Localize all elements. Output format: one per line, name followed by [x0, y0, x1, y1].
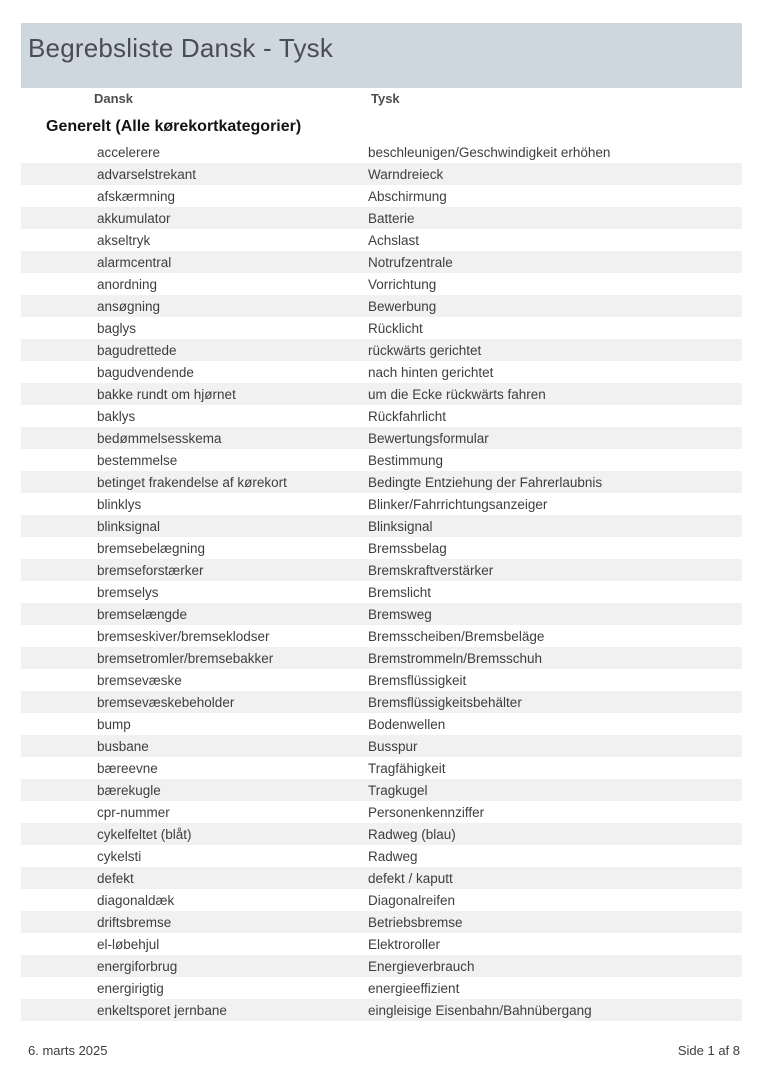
dansk-cell: blinksignal [97, 518, 161, 534]
table-row [21, 757, 742, 779]
table-row [21, 163, 742, 185]
tysk-cell: energieeffizient [368, 980, 460, 996]
table-row [21, 537, 742, 559]
tysk-cell: Tragkugel [368, 782, 428, 798]
dansk-cell: bremsevæskebeholder [97, 694, 235, 710]
tysk-cell: Warndreieck [368, 166, 444, 182]
tysk-cell: um die Ecke rückwärts fahren [368, 386, 546, 402]
tysk-cell: Bodenwellen [368, 716, 446, 732]
dansk-cell: energiforbrug [97, 958, 178, 974]
table-row [21, 779, 742, 801]
dansk-cell: bremseforstærker [97, 562, 204, 578]
table-row [21, 515, 742, 537]
tysk-cell: Busspur [368, 738, 418, 754]
tysk-cell: defekt / kaputt [368, 870, 453, 886]
tysk-cell: Radweg (blau) [368, 826, 456, 842]
dansk-cell: bremsevæske [97, 672, 182, 688]
tysk-cell: Bremslicht [368, 584, 432, 600]
dansk-cell: bedømmelsesskema [97, 430, 222, 446]
footer-date: 6. marts 2025 [28, 1043, 108, 1058]
dansk-cell: cykelsti [97, 848, 142, 864]
table-row [21, 823, 742, 845]
dansk-cell: bremsebelægning [97, 540, 206, 556]
table-row [21, 603, 742, 625]
table-row [21, 273, 742, 295]
dansk-cell: alarmcentral [97, 254, 172, 270]
tysk-cell: Abschirmung [368, 188, 447, 204]
table-row [21, 383, 742, 405]
dansk-cell: bestemmelse [97, 452, 178, 468]
dansk-cell: bremselængde [97, 606, 188, 622]
glossary-table [21, 141, 742, 1021]
footer-page-indicator: Side 1 af 8 [677, 1043, 740, 1058]
table-row [21, 625, 742, 647]
dansk-cell: el-løbehjul [97, 936, 160, 952]
table-row [21, 647, 742, 669]
tysk-cell: Rücklicht [368, 320, 423, 336]
column-headers [0, 91, 768, 107]
dansk-cell: bremseskiver/bremseklodser [97, 628, 270, 644]
dansk-cell: bump [97, 716, 131, 732]
dansk-cell: cykelfeltet (blåt) [97, 826, 192, 842]
tysk-cell: rückwärts gerichtet [368, 342, 482, 358]
tysk-cell: Energieverbrauch [368, 958, 475, 974]
table-row [21, 207, 742, 229]
dansk-cell: energirigtig [97, 980, 164, 996]
dansk-cell: cpr-nummer [97, 804, 170, 820]
tysk-cell: Bremsweg [368, 606, 432, 622]
tysk-cell: Achslast [368, 232, 420, 248]
dansk-cell: enkeltsporet jernbane [97, 1002, 227, 1018]
table-row [21, 339, 742, 361]
page-footer [28, 1043, 740, 1058]
tysk-cell: Bewertungsformular [368, 430, 489, 446]
dansk-cell: bæreevne [97, 760, 158, 776]
table-row [21, 317, 742, 339]
table-row [21, 977, 742, 999]
dansk-cell: afskærmning [97, 188, 176, 204]
table-row [21, 185, 742, 207]
table-row [21, 361, 742, 383]
table-row [21, 691, 742, 713]
table-row [21, 405, 742, 427]
tysk-cell: Bedingte Entziehung der Fahrerlaubnis [368, 474, 603, 490]
dansk-cell: diagonaldæk [97, 892, 175, 908]
table-row [21, 141, 742, 163]
table-row [21, 559, 742, 581]
dansk-cell: bagudrettede [97, 342, 177, 358]
tysk-cell: Vorrichtung [368, 276, 437, 292]
table-row [21, 669, 742, 691]
table-row [21, 493, 742, 515]
dansk-cell: bremsetromler/bremsebakker [97, 650, 274, 666]
table-row [21, 471, 742, 493]
column-header-dansk: Dansk [94, 91, 134, 106]
dansk-cell: akkumulator [97, 210, 171, 226]
dansk-cell: blinklys [97, 496, 142, 512]
dansk-cell: betinget frakendelse af kørekort [97, 474, 287, 490]
table-row [21, 427, 742, 449]
tysk-cell: Bremsflüssigkeit [368, 672, 467, 688]
section-heading: Generelt (Alle kørekortkategorier) [46, 118, 302, 135]
dansk-cell: bagudvendende [97, 364, 194, 380]
tysk-cell: beschleunigen/Geschwindigkeit erhöhen [368, 144, 611, 160]
tysk-cell: Elektroroller [368, 936, 441, 952]
tysk-cell: Rückfahrlicht [368, 408, 447, 424]
tysk-cell: Bestimmung [368, 452, 444, 468]
dansk-cell: akseltryk [97, 232, 151, 248]
tysk-cell: Diagonalreifen [368, 892, 456, 908]
tysk-cell: Bremssbelag [368, 540, 447, 556]
table-row [21, 911, 742, 933]
table-row [21, 713, 742, 735]
table-row [21, 229, 742, 251]
table-row [21, 955, 742, 977]
table-row [21, 735, 742, 757]
dansk-cell: bærekugle [97, 782, 161, 798]
tysk-cell: Radweg [368, 848, 418, 864]
table-row [21, 581, 742, 603]
column-header-tysk: Tysk [371, 91, 400, 106]
tysk-cell: nach hinten gerichtet [368, 364, 494, 380]
table-row [21, 933, 742, 955]
tysk-cell: eingleisige Eisenbahn/Bahnübergang [368, 1002, 592, 1018]
tysk-cell: Betriebsbremse [368, 914, 463, 930]
tysk-cell: Bremsscheiben/Bremsbeläge [368, 628, 545, 644]
title-banner [21, 23, 742, 88]
tysk-cell: Bremsflüssigkeitsbehälter [368, 694, 522, 710]
tysk-cell: Bewerbung [368, 298, 437, 314]
page-title: Begrebsliste Dansk - Tysk [28, 33, 334, 63]
dansk-cell: bremselys [97, 584, 159, 600]
tysk-cell: Batterie [368, 210, 415, 226]
dansk-cell: baklys [97, 408, 136, 424]
dansk-cell: defekt [97, 870, 134, 886]
tysk-cell: Notrufzentrale [368, 254, 453, 270]
dansk-cell: driftsbremse [97, 914, 172, 930]
tysk-cell: Tragfähigkeit [368, 760, 446, 776]
dansk-cell: advarselstrekant [97, 166, 197, 182]
dansk-cell: busbane [97, 738, 149, 754]
dansk-cell: bakke rundt om hjørnet [97, 386, 236, 402]
dansk-cell: ansøgning [97, 298, 161, 314]
table-row [21, 251, 742, 273]
table-row [21, 867, 742, 889]
table-row [21, 449, 742, 471]
table-row [21, 999, 742, 1021]
tysk-cell: Blinksignal [368, 518, 433, 534]
tysk-cell: Bremskraftverstärker [368, 562, 494, 578]
dansk-cell: accelerere [97, 144, 161, 160]
tysk-cell: Blinker/Fahrrichtungsanzeiger [368, 496, 548, 512]
tysk-cell: Bremstrommeln/Bremsschuh [368, 650, 543, 666]
table-row [21, 845, 742, 867]
dansk-cell: baglys [97, 320, 137, 336]
table-row [21, 295, 742, 317]
table-row [21, 801, 742, 823]
tysk-cell: Personenkennziffer [368, 804, 485, 820]
table-row [21, 889, 742, 911]
dansk-cell: anordning [97, 276, 158, 292]
